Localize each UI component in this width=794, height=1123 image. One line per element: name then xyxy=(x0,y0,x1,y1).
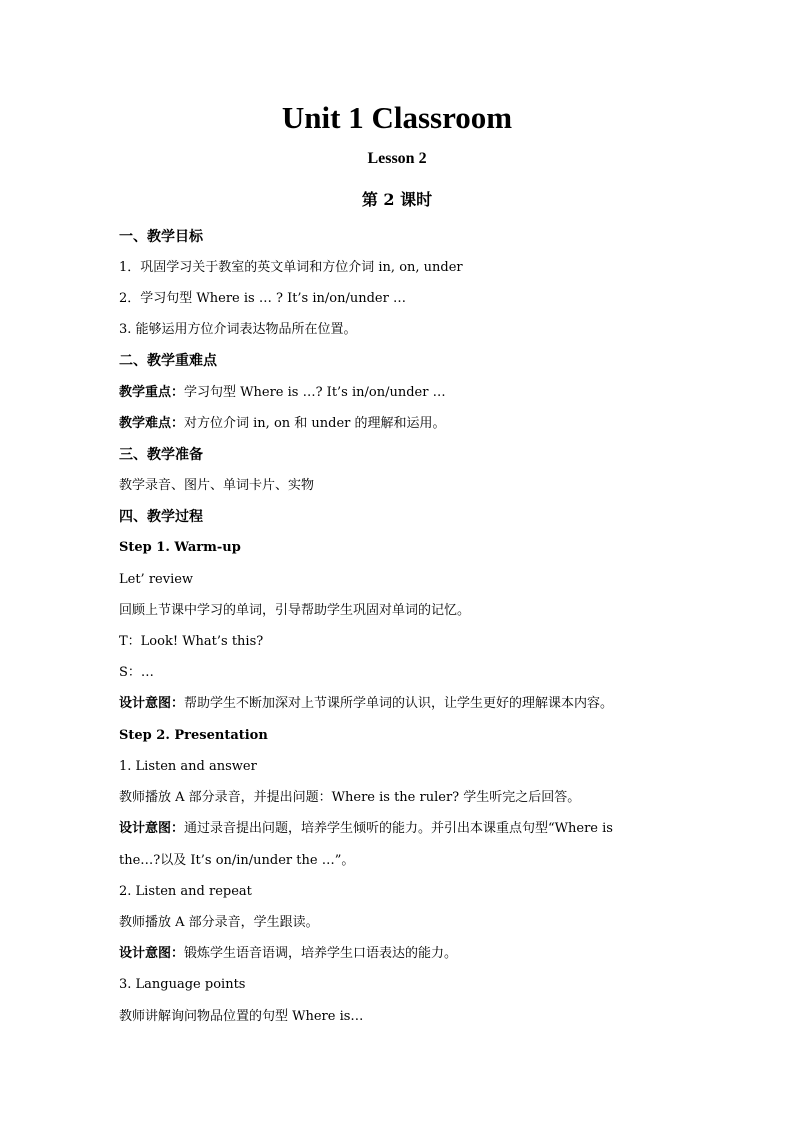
activity-text: 教师播放 A 部分录音，并提出问题：Where is the ruler? 学生听完之后回答。 xyxy=(119,790,581,805)
design-intent-line xyxy=(119,944,457,964)
design-intent-continuation: the…?以及 It’s on/in/under the …”。 xyxy=(119,853,355,868)
teacher-line: T：Look! What’s this? xyxy=(119,634,264,649)
preparation-text: 教学录音、图片、单词卡片、实物 xyxy=(119,478,315,493)
page-title: Unit 1 Classroom xyxy=(281,100,513,135)
design-intent-label: 设计意图： xyxy=(119,946,185,961)
student-line: S：… xyxy=(119,665,154,680)
design-intent-line xyxy=(119,694,613,714)
objective-item: 2．学习句型 Where is … ? It’s in/on/under … xyxy=(119,291,406,306)
section-heading-process: 四、教学过程 xyxy=(119,509,203,525)
activity-title: 2. Listen and repeat xyxy=(119,884,252,899)
lesson-subtitle: Lesson 2 xyxy=(367,150,427,167)
section-heading-objectives: 一、教学目标 xyxy=(119,229,203,245)
activity-text: 教师播放 A 部分录音，学生跟读。 xyxy=(119,915,319,930)
key-point-line xyxy=(119,383,446,403)
activity-text: 教师讲解询问物品位置的句型 Where is… xyxy=(119,1009,364,1024)
key-point-text: 学习句型 Where is …? It’s in/on/under … xyxy=(184,385,446,400)
design-intent-label: 设计意图： xyxy=(119,821,185,836)
step-heading: Step 1. Warm-up xyxy=(119,540,241,555)
design-intent-text: 通过录音提出问题，培养学生倾听的能力。并引出本课重点句型“Where is xyxy=(184,821,613,836)
objective-item: 1．巩固学习关于教室的英文单词和方位介词 in, on, under xyxy=(119,260,463,275)
objective-item: 3. 能够运用方位介词表达物品所在位置。 xyxy=(119,322,357,337)
section-heading-key-points: 二、教学重难点 xyxy=(119,353,217,369)
period-subtitle: 第 2 课时 xyxy=(361,190,433,209)
design-intent-label: 设计意图： xyxy=(119,696,185,711)
design-intent-text: 锻炼学生语音语调，培养学生口语表达的能力。 xyxy=(184,946,458,961)
section-heading-preparation: 三、教学准备 xyxy=(119,447,203,463)
difficulty-line xyxy=(119,414,446,434)
lets-review-text: Let’ review xyxy=(119,572,194,587)
difficulty-text: 对方位介词 in, on 和 under 的理解和运用。 xyxy=(184,416,446,431)
design-intent-line xyxy=(119,819,613,839)
difficulty-label: 教学难点： xyxy=(119,416,185,431)
review-text: 回顾上节课中学习的单词，引导帮助学生巩固对单词的记忆。 xyxy=(119,603,471,618)
activity-title: 1. Listen and answer xyxy=(119,759,257,774)
key-point-label: 教学重点： xyxy=(119,385,185,400)
step-heading: Step 2. Presentation xyxy=(119,728,268,743)
design-intent-text: 帮助学生不断加深对上节课所学单词的认识，让学生更好的理解课本内容。 xyxy=(184,696,614,711)
activity-title: 3. Language points xyxy=(119,977,246,992)
